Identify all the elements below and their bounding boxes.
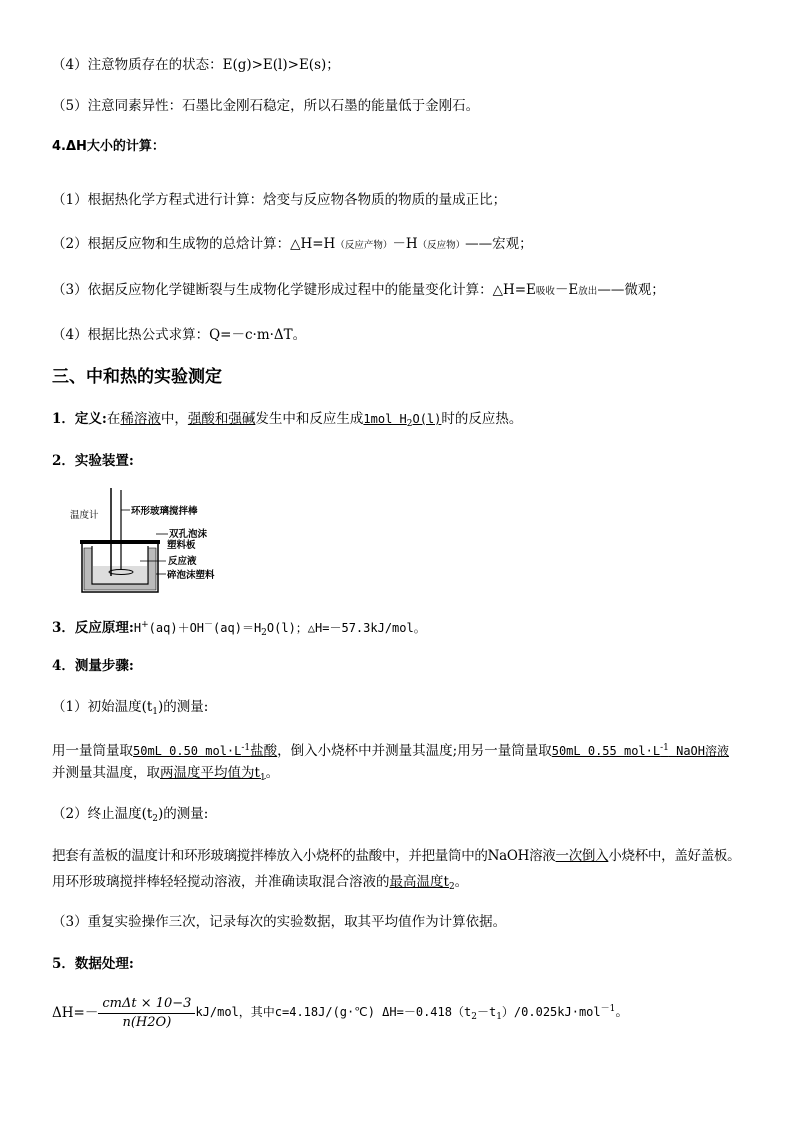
dh-method-1: （1）根据热化学方程式进行计算：焓变与反应物各物质的物质的量成正比； [52,192,507,208]
step1-title: （1）初始温度$(t_1)$的测量: [52,699,209,717]
lid-label-2: 塑料板 [167,540,196,551]
step3: （3）重复实验操作三次，记录每次的实验数据，取其平均值作为计算依据。 [52,914,507,930]
dh-method-2: （2）根据反应物和生成物的总焓计算：△H=H（反应产物）－H（反应物）——宏观； [52,236,533,252]
calorimeter-diagram [70,488,250,598]
data-label: 5．数据处理: [52,956,134,972]
foam-label: 碎泡沫塑料 [167,570,215,581]
thermometer-label: 温度计 [70,510,99,521]
step2-title: （2）终止温度$(t_2)$的测量: [52,806,209,824]
lid-label-1: 双孔泡沫 [169,529,208,540]
step1-line2: 并测量其温度，取两温度平均值为$t_1$。 [52,765,280,783]
dh-method-3: （3）依据反应物化学键断裂与生成物化学键形成过程中的能量变化计算：△H=E吸收－E放出——微观； [52,282,665,298]
state-note: （4）注意物质存在的状态：E(g)>E(l)>E(s)； [52,57,340,73]
foam-lid [80,540,160,544]
formula-fraction: $\frac{\text{cmΔt × 10−3}}{n(H2O)}$ [98,995,195,1032]
liquid-label: 反应液 [168,556,197,567]
step2-line1: 把套有盖板的温度计和环形玻璃搅拌棒放入小烧杯的盐酸中，并把量筒中的NaOH溶液一次倒入小烧杯中，盖好盖板。 [52,848,741,864]
stirrer-label: 环形玻璃搅拌棒 [131,506,198,517]
steps-label: 4．测量步骤: [52,658,134,674]
step2-line2: 用环形玻璃搅拌棒轻轻搅动溶液，并准确读取混合溶液的最高温度$t_2$。 [52,874,469,892]
dh-method-4: （4）根据比热公式求算：Q=－c·m·ΔT。 [52,327,307,343]
section-title: 三、中和热的实验测定 [52,367,222,387]
allotrope-note: （5）注意同素异性：石墨比金刚石稳定，所以石墨的能量低于金刚石。 [52,98,480,114]
formula: ΔH=－ $\frac{\text{cmΔt × 10−3}}{n(H2O)}$ kJ/mol，其中c=4.18J/(g·℃) $\Delta H=-0.418(t_2-t_1)/0.025kJ\cdot mol^{-1}$。 [52,995,629,1030]
step1-line1: 用一量筒量取50mL 0.50 $mol\cdot L^{-1}$盐酸，倒入小烧杯中并测量其温度;用另一量筒量取50mL 0.55 $mol\cdot L^{-1}$ NaOH溶液 [52,743,729,759]
apparatus-label: 2．实验装置: [52,453,134,469]
definition: 1．定义:在稀溶液中，强酸和强碱发生中和反应生成1mol $H_2O(l)$时的反应热。 [52,411,523,429]
dh-heading: 4.ΔH大小的计算： [52,139,165,154]
reaction-principle: 3．反应原理$:H^+(aq)+OH^-(aq)=H_2O(l)$；△H=－57.3kJ/mol。 [52,620,426,638]
